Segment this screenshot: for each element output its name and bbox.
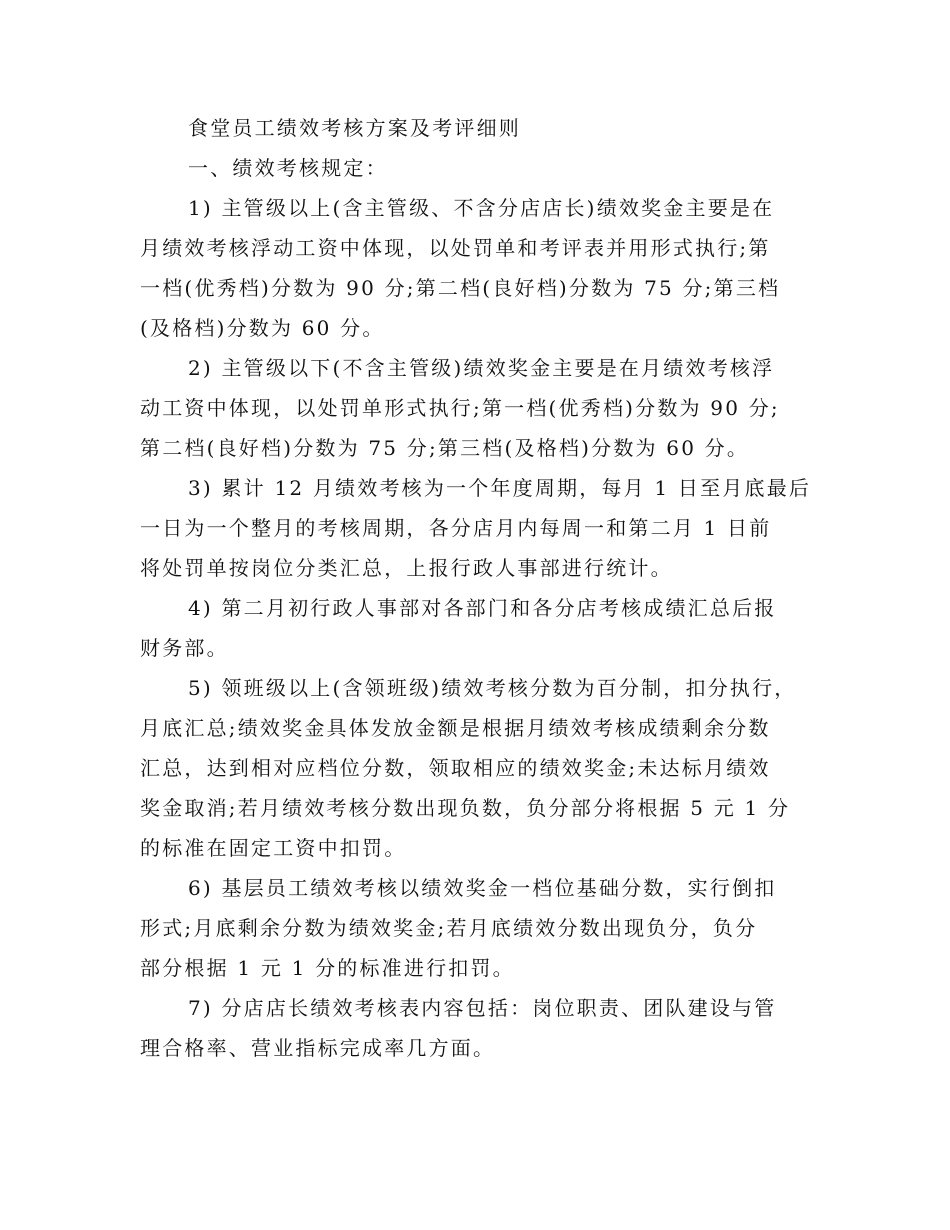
- paragraph-line: 7) 分店店长绩效考核表内容包括：岗位职责、团队建设与管: [188, 996, 777, 1020]
- paragraph-line: 月底汇总;绩效奖金具体发放金额是根据月绩效考核成绩剩余分数: [140, 716, 771, 740]
- document-title: 食堂员工绩效考核方案及考评细则: [188, 116, 521, 140]
- paragraph-line: (及格档)分数为 60 分。: [140, 316, 385, 340]
- paragraph-line: 动工资中体现，以处罚单形式执行;第一档(优秀档)分数为 90 分;: [140, 396, 780, 420]
- paragraph-1: [140, 188, 810, 348]
- document-body: [140, 108, 810, 1068]
- paragraph-line: 1) 主管级以上(含主管级、不含分店店长)绩效奖金主要是在: [188, 196, 775, 220]
- paragraph-line: 将处罚单按岗位分类汇总，上报行政人事部进行统计。: [140, 556, 673, 580]
- paragraph-line: 一日为一个整月的考核周期，各分店月内每周一和第二月 1 日前: [140, 516, 772, 540]
- paragraph-line: 月绩效考核浮动工资中体现，以处罚单和考评表并用形式执行;第: [140, 236, 771, 260]
- paragraph-line: 6) 基层员工绩效考核以绩效奖金一档位基础分数，实行倒扣: [188, 876, 777, 900]
- paragraph-6: [140, 868, 810, 988]
- paragraph-line: 形式;月底剩余分数为绩效奖金;若月底绩效分数出现负分，负分: [140, 916, 758, 940]
- paragraph-line: 3) 累计 12 月绩效考核为一个年度周期，每月 1 日至月底最后: [188, 476, 812, 500]
- paragraph-line: 理合格率、营业指标完成率几方面。: [140, 1036, 496, 1060]
- paragraph-line: 奖金取消;若月绩效考核分数出现负数，负分部分将根据 5 元 1 分: [140, 796, 791, 820]
- paragraph-5: [140, 668, 810, 868]
- paragraph-line: 2) 主管级以下(不含主管级)绩效奖金主要是在月绩效考核浮: [188, 356, 775, 380]
- paragraph-line: 财务部。: [140, 636, 229, 660]
- paragraph-line: 5) 领班级以上(含领班级)绩效考核分数为百分制，扣分执行，: [188, 676, 797, 700]
- paragraph-4: [140, 588, 810, 668]
- paragraph-line: 4) 第二月初行政人事部对各部门和各分店考核成绩汇总后报: [188, 596, 777, 620]
- paragraph-3: [140, 468, 810, 588]
- paragraph-line: 汇总，达到相对应档位分数，领取相应的绩效奖金;未达标月绩效: [140, 756, 771, 780]
- paragraph-7: [140, 988, 810, 1068]
- section-heading: 一、绩效考核规定：: [188, 156, 388, 180]
- paragraph-line: 的标准在固定工资中扣罚。: [140, 836, 407, 860]
- paragraph-line: 一档(优秀档)分数为 90 分;第二档(良好档)分数为 75 分;第三档: [140, 276, 781, 300]
- paragraph-2: [140, 348, 810, 468]
- paragraph-line: 第二档(良好档)分数为 75 分;第三档(及格档)分数为 60 分。: [140, 436, 750, 460]
- paragraph-line: 部分根据 1 元 1 分的标准进行扣罚。: [140, 956, 515, 980]
